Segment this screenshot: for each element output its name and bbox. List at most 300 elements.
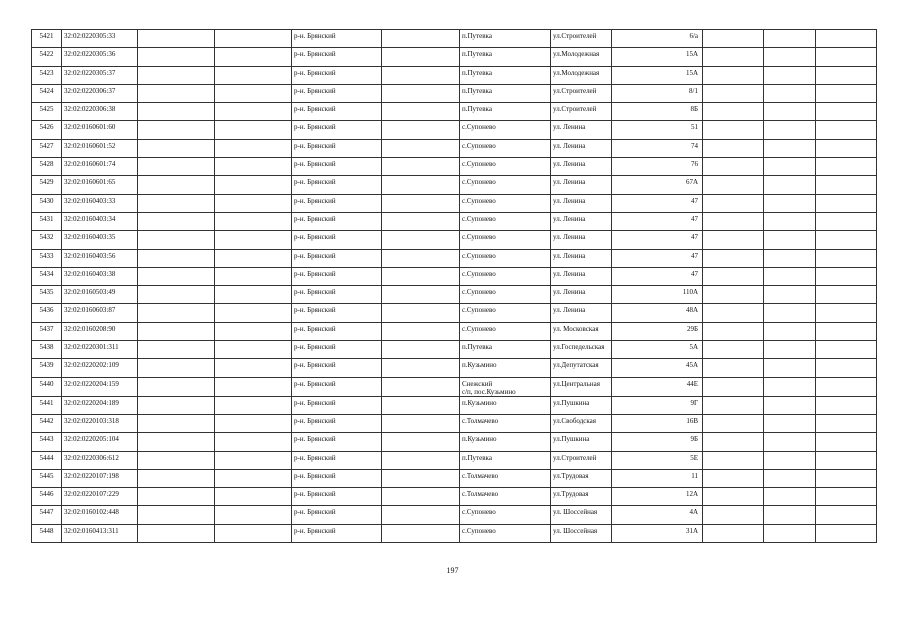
- house-number: 47: [612, 231, 703, 249]
- locality-line: п.Путевка: [462, 453, 492, 462]
- house-number: 15А: [612, 66, 703, 84]
- locality-line: с.Толмачево: [462, 471, 499, 480]
- district: р-н. Брянский: [292, 158, 382, 176]
- empty-cell: [382, 524, 460, 542]
- cadastral-number: 32:02:0160403:38: [62, 267, 138, 285]
- district: р-н. Брянский: [292, 139, 382, 157]
- cadastral-number: 32:02:0220305:33: [62, 30, 138, 48]
- house-number: 5А: [612, 341, 703, 359]
- table-row: [32, 194, 877, 212]
- street: ул. Ленина: [551, 304, 612, 322]
- table-row: [32, 304, 877, 322]
- empty-cell: [138, 304, 215, 322]
- row-number: 5445: [32, 469, 62, 487]
- house-number: 74: [612, 139, 703, 157]
- row-number: 5429: [32, 176, 62, 194]
- empty-cell: [215, 524, 292, 542]
- house-number: 15А: [612, 48, 703, 66]
- empty-cell: [215, 267, 292, 285]
- empty-cell: [703, 48, 764, 66]
- empty-cell: [138, 359, 215, 377]
- empty-cell: [382, 176, 460, 194]
- house-number: 31А: [612, 524, 703, 542]
- row-number: 5434: [32, 267, 62, 285]
- row-number: 5433: [32, 249, 62, 267]
- street: ул.Строителей: [551, 103, 612, 121]
- street: ул.Молодежная: [551, 48, 612, 66]
- locality-line: с.Супонево: [462, 123, 496, 132]
- locality-line: с.Супонево: [462, 251, 496, 260]
- locality: [460, 506, 551, 524]
- empty-cell: [764, 267, 816, 285]
- cadastral-number: 32:02:0220305:36: [62, 48, 138, 66]
- locality: [460, 451, 551, 469]
- empty-cell: [382, 103, 460, 121]
- house-number: 48А: [612, 304, 703, 322]
- table-row: [32, 212, 877, 230]
- street: ул. Ленина: [551, 286, 612, 304]
- district: р-н. Брянский: [292, 524, 382, 542]
- cadastral-number: 32:02:0160403:56: [62, 249, 138, 267]
- empty-cell: [764, 249, 816, 267]
- empty-cell: [816, 121, 877, 139]
- house-number: 29Б: [612, 322, 703, 340]
- empty-cell: [138, 469, 215, 487]
- locality-line: с.Толмачево: [462, 490, 499, 499]
- cadastral-number: 32:02:0160603:87: [62, 304, 138, 322]
- table-row: [32, 84, 877, 102]
- row-number: 5422: [32, 48, 62, 66]
- empty-cell: [138, 267, 215, 285]
- row-number: 5446: [32, 488, 62, 506]
- empty-cell: [138, 103, 215, 121]
- empty-cell: [816, 139, 877, 157]
- empty-cell: [816, 286, 877, 304]
- empty-cell: [138, 48, 215, 66]
- empty-cell: [215, 304, 292, 322]
- street: ул. Ленина: [551, 158, 612, 176]
- empty-cell: [816, 506, 877, 524]
- house-number: 16В: [612, 414, 703, 432]
- empty-cell: [138, 139, 215, 157]
- locality-line: с.Супонево: [462, 508, 496, 517]
- empty-cell: [215, 212, 292, 230]
- locality-line: п.Путевка: [462, 32, 492, 40]
- empty-cell: [382, 396, 460, 414]
- table-row: [32, 176, 877, 194]
- empty-cell: [816, 396, 877, 414]
- locality: [460, 84, 551, 102]
- street: ул.Свободская: [551, 414, 612, 432]
- row-number: 5421: [32, 30, 62, 48]
- street: ул.Трудовая: [551, 469, 612, 487]
- empty-cell: [764, 396, 816, 414]
- empty-cell: [138, 488, 215, 506]
- empty-cell: [816, 176, 877, 194]
- empty-cell: [764, 48, 816, 66]
- empty-cell: [215, 341, 292, 359]
- empty-cell: [816, 524, 877, 542]
- house-number: 44Е: [612, 377, 703, 396]
- house-number: 76: [612, 158, 703, 176]
- street: ул. Ленина: [551, 176, 612, 194]
- empty-cell: [764, 524, 816, 542]
- street: ул.Строителей: [551, 30, 612, 48]
- empty-cell: [764, 66, 816, 84]
- row-number: 5435: [32, 286, 62, 304]
- empty-cell: [703, 506, 764, 524]
- cadastral-number: 32:02:0220107:229: [62, 488, 138, 506]
- locality-line: п.Кузьмино: [462, 435, 497, 444]
- empty-cell: [816, 322, 877, 340]
- house-number: 47: [612, 212, 703, 230]
- row-number: 5427: [32, 139, 62, 157]
- empty-cell: [215, 194, 292, 212]
- house-number: 45А: [612, 359, 703, 377]
- empty-cell: [764, 84, 816, 102]
- empty-cell: [816, 194, 877, 212]
- locality-line: с.Толмачево: [462, 416, 499, 425]
- house-number: 47: [612, 249, 703, 267]
- empty-cell: [215, 359, 292, 377]
- empty-cell: [138, 341, 215, 359]
- table-row: [32, 249, 877, 267]
- cadastral-number: 32:02:0160503:49: [62, 286, 138, 304]
- locality: [460, 121, 551, 139]
- district: р-н. Брянский: [292, 194, 382, 212]
- empty-cell: [138, 524, 215, 542]
- row-number: 5437: [32, 322, 62, 340]
- cadastral-number: 32:02:0220103:318: [62, 414, 138, 432]
- house-number: 12А: [612, 488, 703, 506]
- district: р-н. Брянский: [292, 267, 382, 285]
- empty-cell: [215, 66, 292, 84]
- locality-line: п.Путевка: [462, 343, 492, 352]
- empty-cell: [816, 433, 877, 451]
- street: ул.Трудовая: [551, 488, 612, 506]
- cadastral-number: 32:02:0160403:35: [62, 231, 138, 249]
- empty-cell: [764, 103, 816, 121]
- empty-cell: [215, 121, 292, 139]
- empty-cell: [382, 84, 460, 102]
- empty-cell: [816, 359, 877, 377]
- house-number: 4А: [612, 506, 703, 524]
- empty-cell: [764, 139, 816, 157]
- empty-cell: [382, 451, 460, 469]
- street: ул. Ленина: [551, 194, 612, 212]
- locality-line: с/п, пос.Кузьмино: [462, 387, 516, 396]
- empty-cell: [764, 488, 816, 506]
- street: ул.Молодежная: [551, 66, 612, 84]
- table-row: [32, 377, 877, 396]
- table-row: [32, 30, 877, 48]
- locality-line: с.Супонево: [462, 306, 496, 315]
- street: ул. Шоссейная: [551, 524, 612, 542]
- street: ул.Пушкина: [551, 433, 612, 451]
- empty-cell: [382, 194, 460, 212]
- empty-cell: [816, 341, 877, 359]
- district: р-н. Брянский: [292, 121, 382, 139]
- empty-cell: [138, 66, 215, 84]
- locality: [460, 414, 551, 432]
- empty-cell: [382, 506, 460, 524]
- empty-cell: [215, 469, 292, 487]
- empty-cell: [138, 377, 215, 396]
- locality: [460, 249, 551, 267]
- empty-cell: [382, 139, 460, 157]
- empty-cell: [215, 377, 292, 396]
- empty-cell: [703, 359, 764, 377]
- empty-cell: [703, 139, 764, 157]
- locality: [460, 359, 551, 377]
- house-number: 51: [612, 121, 703, 139]
- locality: [460, 267, 551, 285]
- locality-line: с.Супонево: [462, 288, 496, 297]
- table-row: [32, 121, 877, 139]
- register-table: [31, 29, 877, 543]
- house-number: 5Е: [612, 451, 703, 469]
- locality-line: с.Супонево: [462, 196, 496, 205]
- locality-line: с.Супонево: [462, 526, 496, 535]
- locality-line: с.Супонево: [462, 178, 496, 187]
- table-row: [32, 267, 877, 285]
- empty-cell: [382, 267, 460, 285]
- empty-cell: [764, 304, 816, 322]
- table-row: [32, 396, 877, 414]
- table-row: [32, 66, 877, 84]
- house-number: 8Б: [612, 103, 703, 121]
- empty-cell: [703, 194, 764, 212]
- empty-cell: [703, 396, 764, 414]
- row-number: 5441: [32, 396, 62, 414]
- empty-cell: [138, 433, 215, 451]
- empty-cell: [382, 212, 460, 230]
- empty-cell: [703, 103, 764, 121]
- table-row: [32, 341, 877, 359]
- empty-cell: [764, 231, 816, 249]
- empty-cell: [764, 451, 816, 469]
- house-number: 47: [612, 267, 703, 285]
- street: ул.Строителей: [551, 451, 612, 469]
- locality: [460, 158, 551, 176]
- empty-cell: [703, 322, 764, 340]
- empty-cell: [816, 304, 877, 322]
- empty-cell: [215, 286, 292, 304]
- row-number: 5439: [32, 359, 62, 377]
- locality: [460, 488, 551, 506]
- house-number: 8/1: [612, 84, 703, 102]
- empty-cell: [382, 322, 460, 340]
- locality: [460, 469, 551, 487]
- empty-cell: [703, 267, 764, 285]
- cadastral-number: 32:02:0220306:612: [62, 451, 138, 469]
- district: р-н. Брянский: [292, 506, 382, 524]
- empty-cell: [703, 176, 764, 194]
- empty-cell: [703, 286, 764, 304]
- locality-line: п.Кузьмино: [462, 361, 497, 370]
- district: р-н. Брянский: [292, 469, 382, 487]
- row-number: 5438: [32, 341, 62, 359]
- empty-cell: [215, 322, 292, 340]
- register-table-body: [32, 30, 877, 543]
- empty-cell: [382, 48, 460, 66]
- locality: [460, 377, 551, 396]
- table-row: [32, 451, 877, 469]
- district: р-н. Брянский: [292, 396, 382, 414]
- cadastral-number: 32:02:0160102:448: [62, 506, 138, 524]
- empty-cell: [215, 158, 292, 176]
- locality-line: с.Супонево: [462, 214, 496, 223]
- district: р-н. Брянский: [292, 66, 382, 84]
- table-row: [32, 414, 877, 432]
- empty-cell: [215, 451, 292, 469]
- empty-cell: [764, 506, 816, 524]
- cadastral-number: 32:02:0160601:60: [62, 121, 138, 139]
- locality-line: с.Супонево: [462, 233, 496, 242]
- street: ул. Ленина: [551, 249, 612, 267]
- locality: [460, 194, 551, 212]
- locality: [460, 212, 551, 230]
- locality: [460, 176, 551, 194]
- cadastral-number: 32:02:0160601:65: [62, 176, 138, 194]
- empty-cell: [703, 341, 764, 359]
- empty-cell: [215, 176, 292, 194]
- locality-line: п.Путевка: [462, 86, 492, 95]
- district: р-н. Брянский: [292, 304, 382, 322]
- district: р-н. Брянский: [292, 286, 382, 304]
- empty-cell: [816, 488, 877, 506]
- empty-cell: [382, 231, 460, 249]
- empty-cell: [816, 84, 877, 102]
- empty-cell: [382, 414, 460, 432]
- empty-cell: [703, 30, 764, 48]
- table-row: [32, 524, 877, 542]
- cadastral-number: 32:02:0160208:90: [62, 322, 138, 340]
- street: ул.Строителей: [551, 84, 612, 102]
- locality: [460, 30, 551, 48]
- empty-cell: [764, 121, 816, 139]
- empty-cell: [703, 433, 764, 451]
- locality: [460, 341, 551, 359]
- row-number: 5423: [32, 66, 62, 84]
- district: р-н. Брянский: [292, 176, 382, 194]
- table-row: [32, 231, 877, 249]
- locality-line: с.Супонево: [462, 160, 496, 169]
- row-number: 5425: [32, 103, 62, 121]
- row-number: 5444: [32, 451, 62, 469]
- locality: [460, 396, 551, 414]
- empty-cell: [764, 359, 816, 377]
- empty-cell: [382, 249, 460, 267]
- locality-line: с.Супонево: [462, 141, 496, 150]
- district: р-н. Брянский: [292, 48, 382, 66]
- empty-cell: [703, 304, 764, 322]
- empty-cell: [816, 103, 877, 121]
- house-number: 47: [612, 194, 703, 212]
- empty-cell: [816, 469, 877, 487]
- table-row: [32, 322, 877, 340]
- street: ул. Ленина: [551, 267, 612, 285]
- empty-cell: [138, 451, 215, 469]
- empty-cell: [215, 48, 292, 66]
- district: р-н. Брянский: [292, 30, 382, 48]
- empty-cell: [138, 121, 215, 139]
- house-number: 67А: [612, 176, 703, 194]
- empty-cell: [382, 359, 460, 377]
- empty-cell: [138, 286, 215, 304]
- empty-cell: [382, 469, 460, 487]
- cadastral-number: 32:02:0220306:38: [62, 103, 138, 121]
- locality-line: п.Путевка: [462, 50, 492, 59]
- district: р-н. Брянский: [292, 414, 382, 432]
- empty-cell: [764, 286, 816, 304]
- empty-cell: [816, 30, 877, 48]
- empty-cell: [382, 158, 460, 176]
- district: р-н. Брянский: [292, 359, 382, 377]
- empty-cell: [138, 84, 215, 102]
- district: р-н. Брянский: [292, 103, 382, 121]
- empty-cell: [764, 433, 816, 451]
- empty-cell: [703, 377, 764, 396]
- table-row: [32, 488, 877, 506]
- cadastral-number: 32:02:0160403:34: [62, 212, 138, 230]
- empty-cell: [764, 212, 816, 230]
- row-number: 5431: [32, 212, 62, 230]
- empty-cell: [215, 103, 292, 121]
- locality-line: п.Путевка: [462, 68, 492, 77]
- row-number: 5430: [32, 194, 62, 212]
- empty-cell: [816, 212, 877, 230]
- empty-cell: [816, 377, 877, 396]
- empty-cell: [215, 433, 292, 451]
- table-row: [32, 103, 877, 121]
- row-number: 5436: [32, 304, 62, 322]
- locality-line: Снежский: [462, 379, 493, 388]
- street: ул. Ленина: [551, 139, 612, 157]
- street: ул. Ленина: [551, 121, 612, 139]
- empty-cell: [382, 66, 460, 84]
- cadastral-number: 32:02:0220305:37: [62, 66, 138, 84]
- locality: [460, 48, 551, 66]
- empty-cell: [703, 84, 764, 102]
- house-number: 9Б: [612, 433, 703, 451]
- empty-cell: [215, 414, 292, 432]
- empty-cell: [703, 469, 764, 487]
- empty-cell: [703, 121, 764, 139]
- empty-cell: [816, 158, 877, 176]
- page-number: 197: [446, 566, 459, 575]
- empty-cell: [703, 66, 764, 84]
- empty-cell: [215, 396, 292, 414]
- empty-cell: [382, 121, 460, 139]
- locality: [460, 139, 551, 157]
- locality-line: п.Путевка: [462, 105, 492, 114]
- empty-cell: [703, 158, 764, 176]
- district: р-н. Брянский: [292, 488, 382, 506]
- house-number: 6/а: [612, 30, 703, 48]
- row-number: 5440: [32, 377, 62, 396]
- empty-cell: [215, 231, 292, 249]
- table-row: [32, 359, 877, 377]
- row-number: 5432: [32, 231, 62, 249]
- street: ул. Шоссейная: [551, 506, 612, 524]
- empty-cell: [138, 212, 215, 230]
- district: р-н. Брянский: [292, 377, 382, 396]
- empty-cell: [138, 30, 215, 48]
- district: р-н. Брянский: [292, 84, 382, 102]
- locality: [460, 524, 551, 542]
- cadastral-number: 32:02:0160601:74: [62, 158, 138, 176]
